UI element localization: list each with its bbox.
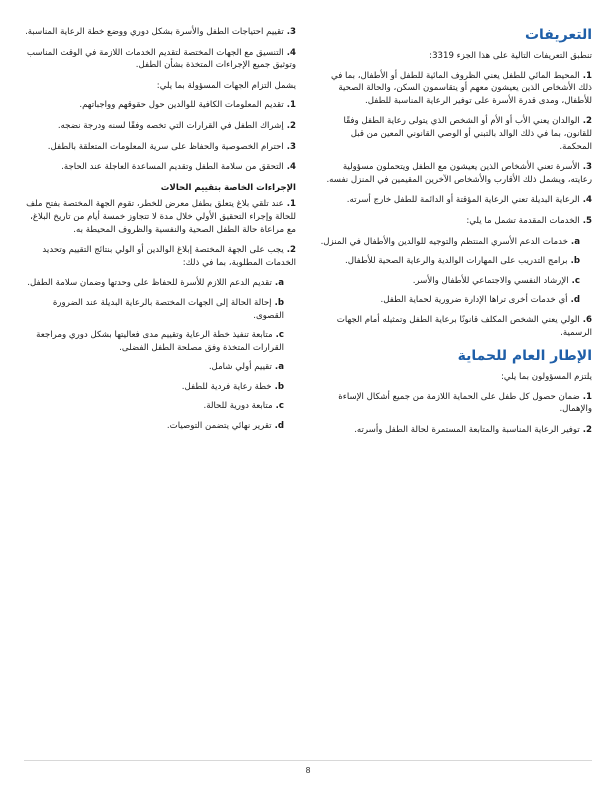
sub-list-item: a.خدمات الدعم الأسري المنتظم والتوجيه للوالدين والأطفال في المنزل. <box>320 236 580 247</box>
list-item: 2.يجب على الجهة المختصة إبلاغ الوالدين أو الولي بنتائج التقييم وتحديد الخدمات المطلوبة، بما في ذلك: <box>42 245 296 268</box>
section-heading-definitions: التعريفات <box>524 27 592 43</box>
sub-list-item: b.إحالة الحالة إلى الجهات المختصة بالرعاية البديلة عند الضرورة القصوى. <box>52 297 284 321</box>
page-number: 8 <box>305 766 311 775</box>
subheading-case-assessment: الإجراءات الخاصة بتقييم الحالات <box>160 182 296 193</box>
section-heading-framework: الإطار العام للحماية <box>457 348 592 365</box>
list-item: 6.الولي يعني الشخص المكلف قانونًا برعاية الطفل وتمثيله أمام الجهات الرسمية. <box>336 314 592 338</box>
right-column <box>320 26 592 444</box>
footer-divider <box>24 760 592 761</box>
intro-paragraph: تنطبق التعريفات التالية على هذا الجزء 3319: <box>429 51 592 61</box>
list-item: 2.إشراك الطفل في القرارات التي تخصه وفقًا لسنه ودرجة نضجه. <box>57 120 296 131</box>
left-column <box>24 26 296 440</box>
list-item: 2.توفير الرعاية المناسبة والمتابعة المستمرة لحالة الطفل وأسرته. <box>354 424 592 435</box>
list-item: 4.الرعاية البديلة تعني الرعاية المؤقتة أو الدائمة للطفل خارج أسرته. <box>346 195 592 206</box>
sub-list-item: d.أي خدمات أخرى تراها الإدارة ضرورية لحماية الطفل. <box>380 295 580 306</box>
list-item: 4.التحقق من سلامة الطفل وتقديم المساعدة العاجلة عند الحاجة. <box>61 162 296 173</box>
list-item: 3.تقييم احتياجات الطفل والأسرة بشكل دوري ووضع خطة الرعاية المناسبة. <box>25 27 296 37</box>
sub-list-item: c.متابعة دورية للحالة. <box>203 401 284 412</box>
list-item: 1.المحيط المائي للطفل يعني الظروف المائية للطفل أو الأطفال، بما في ذلك الأشخاص الذين يعيشون معهم أو يتقاسمون السكن، والحالة الصحية للأطفال، ومدى قدرة الأسرة على توفير الرعاية المناسبة للطفل. <box>331 70 592 106</box>
intro-paragraph: يشمل التزام الجهات المسؤولة بما يلي: <box>156 80 296 91</box>
sub-list-item: c.متابعة تنفيذ خطة الرعاية وتقييم مدى فعاليتها بشكل دوري ومراجعة القرارات المتخذة وفق مصلحة الطفل الفضلى. <box>36 330 284 353</box>
intro-paragraph: يلتزم المسؤولون بما يلي: <box>501 372 592 383</box>
sub-list-item: d.تقرير نهائي يتضمن التوصيات. <box>166 421 284 432</box>
sub-list-item: a.تقييم أولي شامل. <box>208 362 284 373</box>
sub-list-item: b.خطة رعاية فردية للطفل. <box>181 381 284 392</box>
list-item: 3.احترام الخصوصية والحفاظ على سرية المعلومات المتعلقة بالطفل. <box>47 141 296 152</box>
list-item: 1.عند تلقي بلاغ يتعلق بطفل معرض للخطر، تقوم الجهة المختصة بفتح ملف للحالة وإجراء التحقيق الأولي خلال مدة لا تتجاوز خمسة أيام من تاريخ البلاغ، مع مراعاة حالة الطفل الصحية والنفسية والظروف المحيطة به. <box>26 199 296 235</box>
list-item: 2.الوالدان يعني الأب أو الأم أو الشخص الذي يتولى رعاية الطفل وفقًا للقانون، بما في ذلك الوالد بالتبني أو الوصي القانوني المعين من قبل المحكمة. <box>343 116 592 152</box>
list-item: 1.تقديم المعلومات الكافية للوالدين حول حقوقهم وواجباتهم. <box>79 100 296 111</box>
sub-list-item: b.برامج التدريب على المهارات الوالدية والرعاية الصحية للأطفال. <box>345 256 580 267</box>
sub-list-item: c.الإرشاد النفسي والاجتماعي للأطفال والأسر. <box>412 275 580 286</box>
list-item: 1.ضمان حصول كل طفل على الحماية اللازمة من جميع أشكال الإساءة والإهمال. <box>338 391 592 415</box>
sub-list-item: a.تقديم الدعم اللازم للأسرة للحفاظ على وحدتها وضمان سلامة الطفل. <box>27 278 284 289</box>
list-item: 3.الأسرة تعني الأشخاص الذين يعيشون مع الطفل ويتحملون مسؤولية رعايته، ويشمل ذلك الأقارب والأشخاص الآخرين المقيمين في المنزل نفسه. <box>326 162 592 185</box>
list-item: 5.الخدمات المقدمة تشمل ما يلي: <box>466 215 592 226</box>
list-item: 4.التنسيق مع الجهات المختصة لتقديم الخدمات اللازمة في الوقت المناسب وتوثيق جميع الإجراءات المتخذة بشأن الطفل. <box>26 47 296 71</box>
